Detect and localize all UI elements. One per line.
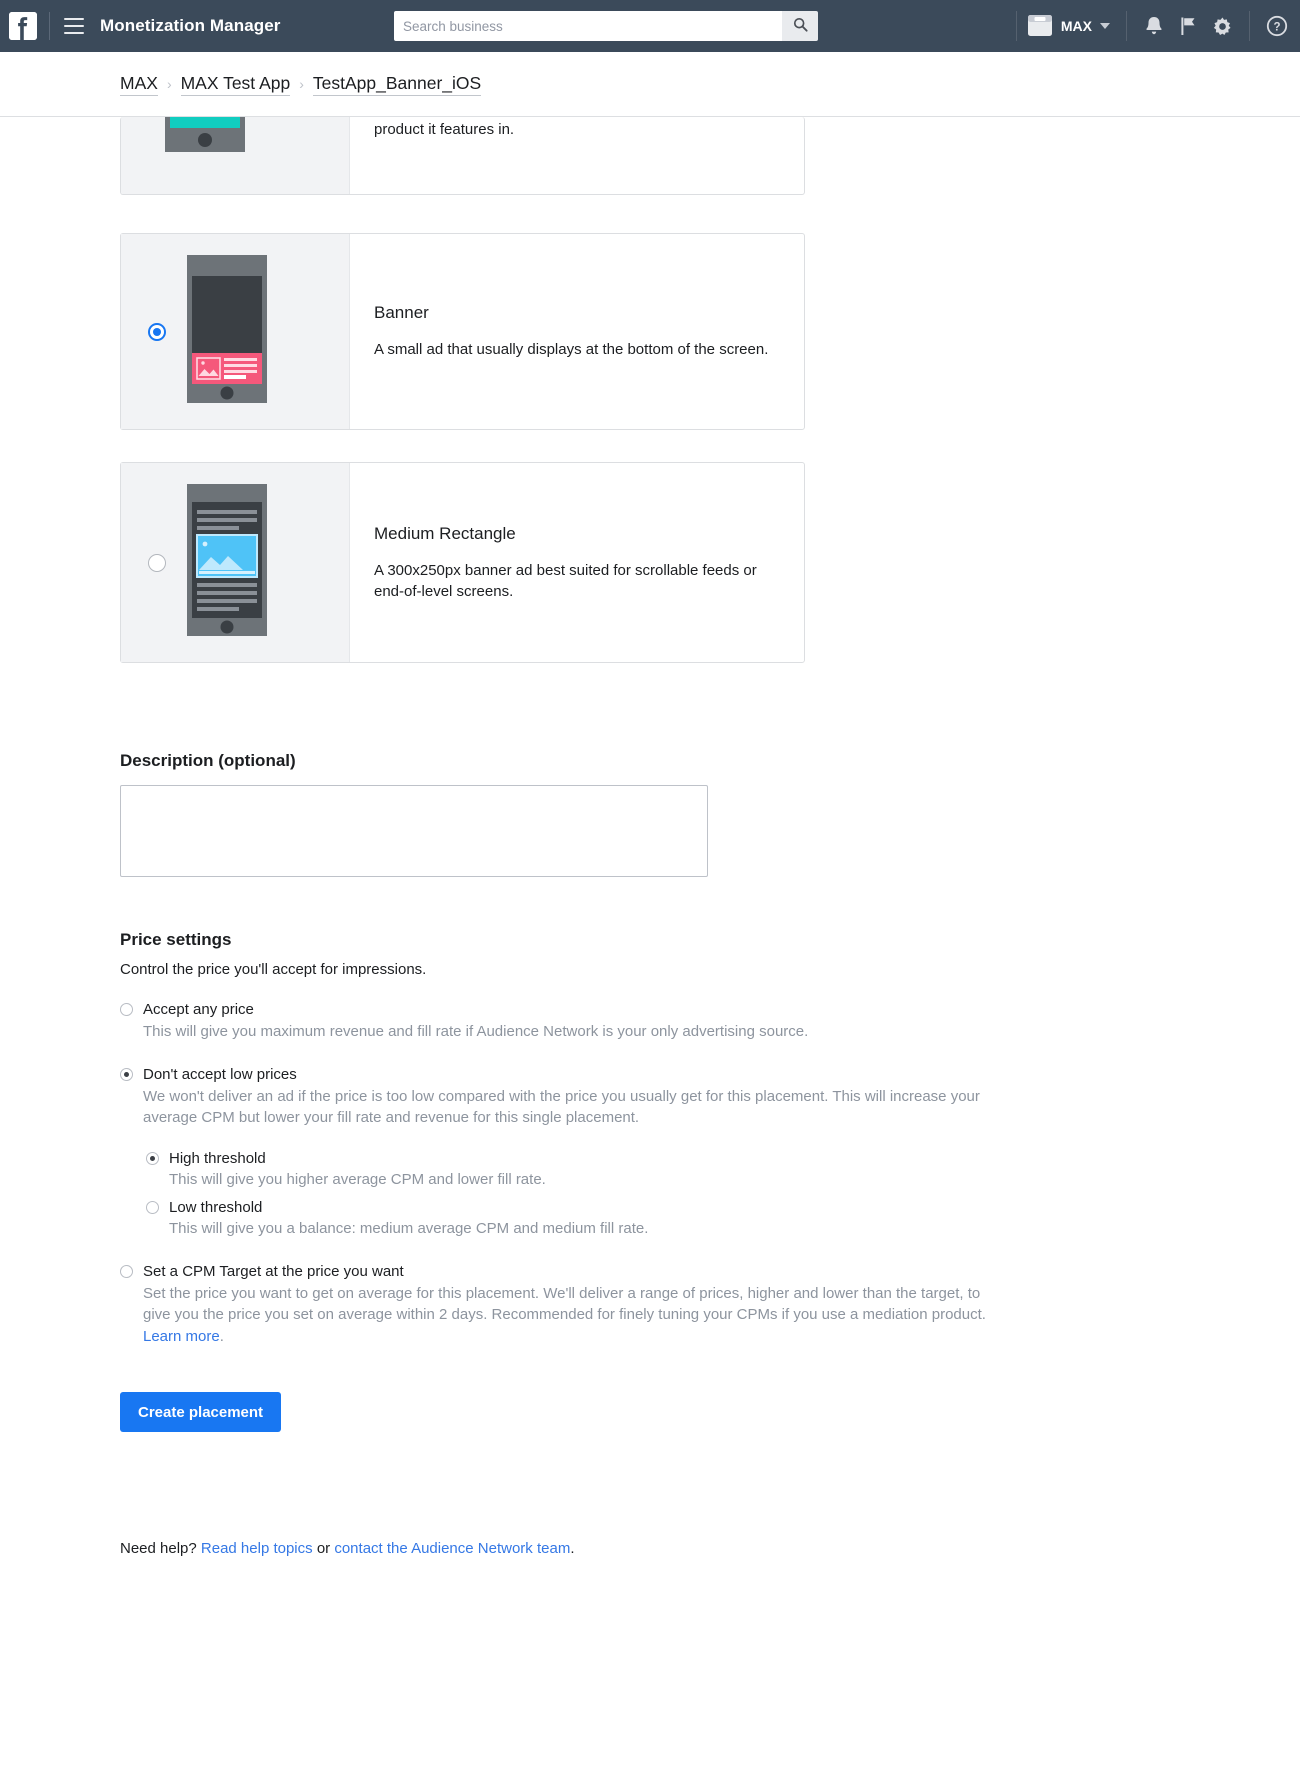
cpm-help-text-before-link: Set the price you want to get on average for this placement. We'll deliver a range of prices, higher and lower than the target, to give you the price you set on average within 2 days. Recommended for finely tuning your CPMs if you use a mediation product.	[143, 1284, 986, 1323]
nav-divider	[1249, 11, 1250, 41]
price-option-label-dont-accept-low-prices: Don't accept low prices	[143, 1065, 297, 1083]
price-option-help-dont-accept-low-prices: We won't deliver an ad if the price is too low compared with the price you usually get for this placement. This will increase your average CPM but lower your fill rate and revenue for this single placement.	[143, 1087, 980, 1126]
breadcrumb-item-1[interactable]: MAX Test App	[181, 73, 291, 96]
breadcrumb-item-2[interactable]: TestApp_Banner_iOS	[313, 73, 481, 96]
main-content	[0, 117, 1300, 1557]
breadcrumb	[0, 52, 1300, 117]
threshold-option-low[interactable]	[146, 1198, 1300, 1240]
ad-format-card-medium-rectangle-right	[350, 463, 804, 662]
hamburger-menu-icon[interactable]	[64, 18, 84, 34]
ad-format-title-medium-rectangle: Medium Rectangle	[374, 523, 516, 543]
price-option-label-accept-any-price: Accept any price	[143, 1001, 254, 1018]
cpm-help-text-after-link: .	[219, 1327, 224, 1345]
price-option-accept-any-price[interactable]	[120, 1000, 1300, 1043]
search-icon	[793, 17, 808, 35]
price-option-help-accept-any-price: This will give you maximum revenue and fill rate if Audience Network is your only advertising source.	[143, 1023, 809, 1040]
price-option-set-cpm-target[interactable]	[120, 1262, 1300, 1348]
price-settings-subtitle: Control the price you'll accept for impressions.	[120, 961, 427, 978]
business-switcher[interactable]	[1027, 10, 1116, 43]
footer-prefix: Need help?	[120, 1540, 201, 1557]
chevron-down-icon	[1100, 23, 1110, 29]
banner-phone-illustration	[187, 255, 267, 408]
ad-format-radio-medium-rectangle[interactable]	[148, 554, 166, 572]
ad-format-desc-medium-rectangle: A 300x250px banner ad best suited for scrollable feeds or end-of-level screens.	[374, 561, 757, 600]
footer-help-text	[120, 1540, 1300, 1557]
search-bar[interactable]	[394, 11, 818, 41]
price-settings-section	[120, 930, 1300, 1432]
contact-audience-network-link[interactable]: contact the Audience Network team	[334, 1540, 571, 1557]
ad-format-card-banner[interactable]	[120, 233, 805, 430]
breadcrumb-separator: ›	[166, 76, 172, 92]
price-radio-accept-any-price[interactable]	[120, 1003, 133, 1016]
interstitial-phone-illustration	[165, 117, 245, 195]
ad-format-partial-desc: product it features in.	[374, 121, 515, 138]
breadcrumb-separator: ›	[299, 76, 304, 92]
price-radio-set-cpm-target[interactable]	[120, 1265, 133, 1278]
svg-text:?: ?	[1273, 21, 1281, 34]
notifications-bell-icon[interactable]	[1137, 9, 1171, 43]
description-label: Description (optional)	[120, 751, 296, 770]
learn-more-link[interactable]: Learn more	[143, 1327, 220, 1345]
threshold-label-high: High threshold	[169, 1149, 266, 1167]
ad-format-card-banner-right	[350, 234, 790, 429]
ad-format-radio-banner[interactable]	[148, 323, 166, 341]
threshold-radio-high[interactable]	[146, 1152, 159, 1165]
threshold-help-high: This will give you higher average CPM and lower fill rate.	[169, 1170, 546, 1188]
search-input[interactable]	[394, 11, 782, 41]
breadcrumb-item-0[interactable]: MAX	[120, 73, 158, 96]
facebook-logo-icon[interactable]	[9, 12, 37, 40]
description-section	[120, 751, 1300, 882]
threshold-sub-options	[146, 1149, 1300, 1240]
price-option-dont-accept-low-prices[interactable]	[120, 1065, 1300, 1240]
ad-format-card-partial-left	[121, 117, 350, 194]
ad-format-card-banner-left	[121, 234, 350, 429]
description-input[interactable]	[120, 785, 708, 877]
briefcase-icon	[1027, 10, 1053, 43]
nav-divider	[1126, 11, 1127, 41]
price-radio-dont-accept-low-prices[interactable]	[120, 1068, 133, 1081]
threshold-radio-low[interactable]	[146, 1201, 159, 1214]
nav-divider	[49, 12, 50, 40]
ad-format-card-partial-right	[350, 117, 536, 194]
search-button[interactable]	[782, 11, 818, 41]
footer-suffix: .	[570, 1540, 575, 1557]
price-settings-title: Price settings	[120, 930, 232, 949]
help-icon[interactable]	[1260, 9, 1294, 43]
flag-icon[interactable]	[1171, 9, 1205, 43]
settings-gear-icon[interactable]	[1205, 9, 1239, 43]
ad-format-desc-banner: A small ad that usually displays at the bottom of the screen.	[374, 341, 769, 358]
medium-rectangle-phone-illustration	[187, 484, 267, 641]
nav-right-cluster	[1006, 0, 1300, 52]
create-placement-button[interactable]: Create placement	[120, 1392, 281, 1432]
threshold-label-low: Low threshold	[169, 1199, 263, 1216]
app-title: Monetization Manager	[100, 16, 281, 35]
threshold-help-low: This will give you a balance: medium average CPM and medium fill rate.	[169, 1220, 649, 1237]
ad-format-card-medium-rectangle-left	[121, 463, 350, 662]
ad-format-card-partial[interactable]	[120, 117, 805, 195]
read-help-topics-link[interactable]: Read help topics	[200, 1540, 313, 1557]
price-option-label-set-cpm-target: Set a CPM Target at the price you want	[143, 1262, 404, 1280]
threshold-option-high[interactable]	[146, 1149, 1300, 1191]
ad-format-card-medium-rectangle[interactable]	[120, 462, 805, 663]
business-name: MAX	[1060, 18, 1092, 34]
price-option-help-set-cpm-target	[143, 1283, 995, 1348]
footer-middle: or	[312, 1540, 335, 1557]
nav-divider	[1016, 11, 1017, 41]
top-navigation-bar	[0, 0, 1300, 52]
ad-format-title-banner: Banner	[374, 303, 429, 322]
